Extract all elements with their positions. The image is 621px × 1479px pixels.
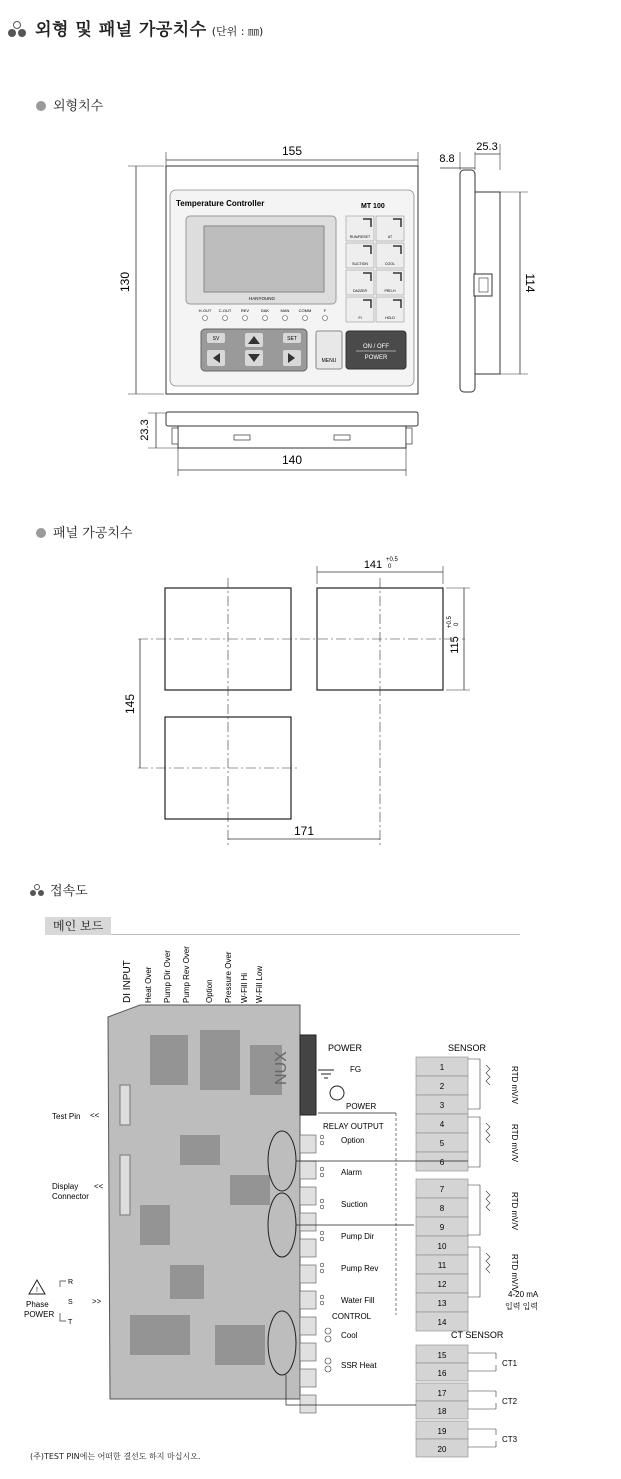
led-label: F (323, 308, 327, 313)
svg-text:CONTROL: CONTROL (332, 1312, 372, 1321)
sensor-terminal-label: 11 (437, 1261, 447, 1270)
footnote: (주)TEST PIN에는 어떠한 결선도 하지 마십시오. (30, 1452, 201, 1461)
led-icon (203, 316, 208, 321)
relay-label: Water Fill (341, 1296, 375, 1305)
sensor-terminal-label: 4 (439, 1120, 445, 1129)
relay-label: Pump Rev (341, 1264, 379, 1273)
ct-label: CT3 (502, 1435, 518, 1444)
device-title: Temperature Controller (176, 199, 265, 208)
svg-text:Test Pin: Test Pin (52, 1112, 81, 1121)
power-terminal (300, 1035, 316, 1115)
led-label: MAN (280, 308, 290, 313)
svg-text:4-20 mA: 4-20 mA (508, 1290, 539, 1299)
led-label: C-OUT (218, 308, 232, 313)
ct-terminal-label: 17 (437, 1389, 447, 1398)
bullet-icon (36, 101, 46, 111)
panel-cutout-drawing (0, 550, 621, 850)
dim-pitch-v: 145 (123, 693, 137, 715)
led-icon (223, 316, 228, 321)
svg-text:Display: Display (52, 1182, 79, 1191)
relay-label: Option (341, 1136, 365, 1145)
main-board-header (45, 915, 520, 935)
dim-depth-total: 25.3 (476, 141, 498, 153)
header-bullet-icon (8, 21, 30, 37)
svg-text:<<: << (90, 1111, 100, 1120)
device-model: MT 100 (361, 203, 385, 210)
relay-terminal (300, 1213, 316, 1231)
di-input-label: W-Fill Hi (240, 972, 249, 1003)
svg-text:R: R (68, 1279, 74, 1286)
svg-text:CT SENSOR: CT SENSOR (451, 1330, 504, 1340)
di-input-label: Option (205, 979, 214, 1003)
relay-terminal (300, 1343, 316, 1361)
sensor-terminal-label: 13 (437, 1299, 447, 1308)
dim-cut-height: 115 (449, 636, 461, 654)
function-key-label: DAZZER (353, 289, 367, 293)
header (8, 15, 263, 40)
svg-text:+0.5: +0.5 (447, 616, 453, 628)
sensor-terminal-label: 14 (437, 1318, 447, 1327)
svg-text:<<: << (94, 1182, 104, 1191)
sensor-terminal-label: 3 (439, 1101, 445, 1110)
section-panel (36, 522, 132, 541)
relay-terminal (300, 1369, 316, 1387)
led-label: DAK (260, 308, 270, 313)
function-key-label: HOLD (385, 316, 395, 320)
relay-terminal (300, 1239, 316, 1257)
dim-bottom-width: 140 (281, 453, 303, 467)
relay-terminal (300, 1395, 316, 1413)
section-wiring (30, 880, 88, 899)
section-panel-title: 패널 가공치수 (53, 526, 133, 541)
led-label: REV (240, 308, 250, 313)
rtd-label: RTD mV/V (510, 1065, 519, 1105)
led-label: COMM (298, 308, 312, 313)
svg-text:POWER: POWER (24, 1310, 55, 1319)
ct-terminal-label: 18 (437, 1407, 447, 1416)
section-outer (36, 95, 103, 114)
relay-terminal (300, 1291, 316, 1309)
ct-terminal-label: 15 (437, 1351, 447, 1360)
board-logo: NUX (273, 1051, 290, 1085)
control-label: SSR Heat (341, 1361, 377, 1370)
di-input-label: DI INPUT (122, 960, 133, 1003)
sensor-terminal-label: 7 (439, 1185, 445, 1194)
sensor-terminal-label: 8 (439, 1204, 445, 1213)
relay-terminal (300, 1135, 316, 1153)
device-maker: HANYOUNG (248, 296, 276, 301)
led-icon (283, 316, 288, 321)
dim-side-height: 114 (523, 273, 537, 293)
function-key-label: FI (358, 316, 362, 320)
di-input-label: Pressure Over (224, 951, 233, 1003)
function-key-label: RUN/RESET (349, 235, 371, 239)
svg-text:MENU: MENU (321, 358, 337, 364)
sensor-terminal-label: 1 (439, 1063, 445, 1072)
bullet-icon (36, 528, 46, 538)
relay-terminal (300, 1265, 316, 1283)
section-wiring-title: 접속도 (50, 884, 88, 899)
svg-text:POWER: POWER (346, 1102, 377, 1111)
svg-text:0: 0 (388, 564, 392, 570)
unit-label: (단위 : ㎜) (211, 25, 264, 38)
relay-label: Pump Dir (341, 1232, 375, 1241)
ct-label: CT1 (502, 1359, 518, 1368)
dim-height: 130 (118, 271, 132, 293)
svg-text:SET: SET (287, 336, 297, 342)
ct-terminal-label: 16 (437, 1369, 447, 1378)
dim-bottom-height: 23.3 (139, 419, 151, 441)
ct-label: CT2 (502, 1397, 518, 1406)
svg-text:0: 0 (454, 622, 460, 626)
section-outer-title: 외형치수 (53, 99, 104, 114)
dim-width: 155 (281, 144, 303, 158)
sensor-terminal-label: 5 (439, 1139, 445, 1148)
svg-text:SV: SV (212, 336, 220, 342)
ct-terminal-label: 20 (437, 1445, 447, 1454)
wiring-bullet-icon (30, 884, 46, 896)
rtd-label: RTD mV/V (510, 1253, 519, 1293)
svg-text:FG: FG (350, 1065, 362, 1074)
relay-terminal (300, 1187, 316, 1205)
svg-text:Phase: Phase (26, 1300, 49, 1309)
relay-terminal (300, 1161, 316, 1179)
sensor-terminal-label: 9 (439, 1223, 445, 1232)
svg-text:!: ! (36, 1287, 38, 1294)
svg-text:입력 입력: 입력 입력 (505, 1302, 539, 1311)
di-input-label: Pump Dir Over (163, 950, 172, 1003)
sensor-terminal-label: 2 (439, 1082, 445, 1091)
di-input-label: Pump Rev Over (182, 946, 191, 1003)
rtd-label: RTD mV/V (510, 1123, 519, 1163)
svg-text:POWER: POWER (364, 355, 388, 361)
svg-text:RELAY OUTPUT: RELAY OUTPUT (323, 1122, 384, 1131)
function-key-label: PRD-H (384, 289, 396, 293)
led-icon (323, 316, 328, 321)
page-title: 외형 및 패널 가공치수 (35, 20, 207, 40)
led-label: H-OUT (198, 308, 212, 313)
di-input-label: W-Fill Low (255, 965, 264, 1003)
function-key-label: SUCTION (352, 262, 368, 266)
sensor-terminal-label: 10 (437, 1242, 447, 1251)
function-key-label: COOL (385, 262, 395, 266)
dim-depth-front: 8.8 (439, 153, 455, 165)
sensor-terminal-label: 12 (437, 1280, 447, 1289)
ct-terminal-label: 19 (437, 1427, 447, 1436)
led-icon (303, 316, 308, 321)
main-board-tag: 메인 보드 (45, 917, 111, 935)
led-icon (263, 316, 268, 321)
dim-pitch-h: 171 (293, 824, 315, 838)
relay-label: Suction (341, 1200, 368, 1209)
svg-text:S: S (68, 1299, 73, 1306)
svg-text:+0.5: +0.5 (386, 557, 398, 563)
function-key-label: AT (387, 235, 393, 239)
rtd-label: RTD mV/V (510, 1191, 519, 1231)
wiring-diagram (0, 935, 621, 1475)
relay-label: Alarm (341, 1168, 362, 1177)
svg-text:T: T (68, 1319, 73, 1326)
control-label: Cool (341, 1331, 358, 1340)
dim-cut-width: 141 (363, 559, 383, 571)
svg-text:POWER: POWER (328, 1043, 363, 1053)
relay-terminal (300, 1317, 316, 1335)
sensor-terminal-label: 6 (439, 1158, 445, 1167)
led-icon (243, 316, 248, 321)
svg-text:ON / OFF: ON / OFF (363, 344, 389, 350)
svg-text:>>: >> (92, 1297, 102, 1306)
svg-text:Connector: Connector (52, 1192, 89, 1201)
outer-dimension-drawing (0, 130, 621, 490)
svg-text:SENSOR: SENSOR (448, 1043, 487, 1053)
di-input-label: Heat Over (144, 966, 153, 1003)
